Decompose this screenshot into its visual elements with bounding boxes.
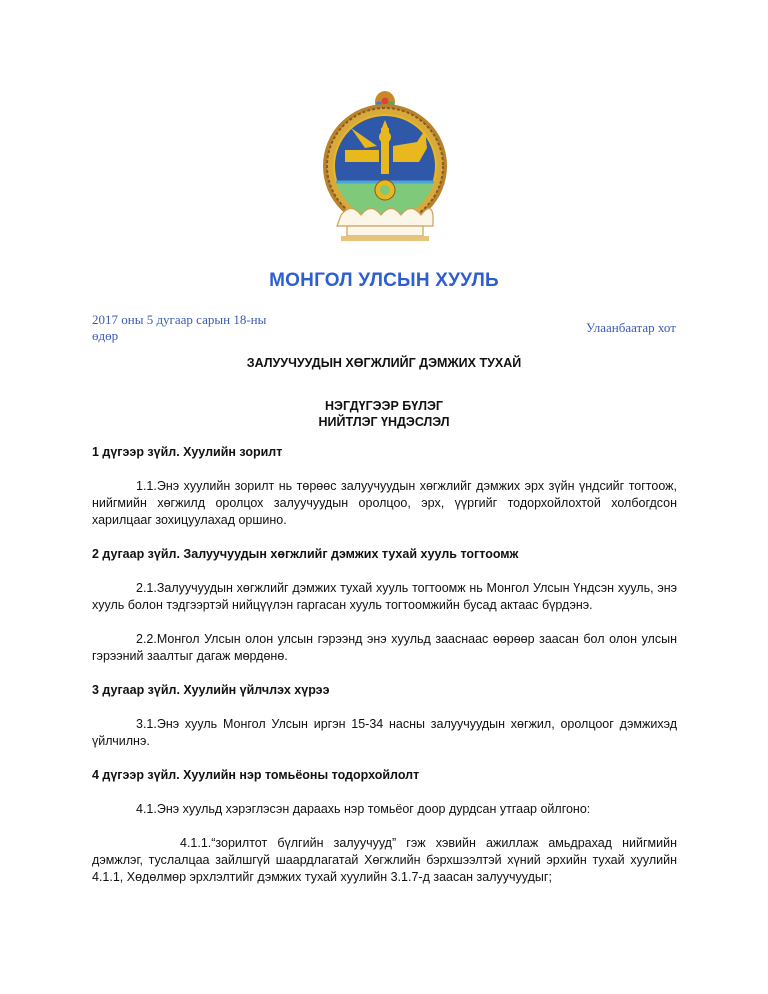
document-title: МОНГОЛ УЛСЫН ХУУЛЬ xyxy=(269,270,499,291)
document-body xyxy=(92,444,677,903)
article-1-heading: 1 дүгээр зүйл. Хуулийн зорилт xyxy=(92,445,283,459)
chapter-number: НЭГДҮГЭЭР БҮЛЭГ xyxy=(325,399,443,413)
enactment-date xyxy=(92,312,292,344)
paragraph-2-2: 2.2.Монгол Улсын олон улсын гэрээнд энэ хуульд зааснаас өөрөөр заасан бол олон улсын гэрээний заалтыг дагаж мөрдөнө. xyxy=(92,632,677,663)
article-4-heading: 4 дүгээр зүйл. Хуулийн нэр томьёоны тодорхойлолт xyxy=(92,768,420,782)
paragraph-4-1-1: 4.1.1.“зорилтот бүлгийн залуучууд” гэж хэвийн ажиллаж амьдрахад нийгмийн дэмжлэг, туслалцаа зайлшгүй шаардлагатай Хөгжлийн бэрхшээлтэй хүний эрхийн тухай хуулийн 4.1.1, Хөдөлмөр эрхлэлтийг дэмжих тухай хуулийн 3.1.7-д заасан залуучуудыг; xyxy=(92,836,677,884)
chapter-title: НИЙТЛЭГ ҮНДЭСЛЭЛ xyxy=(318,415,450,429)
article-3-heading: 3 дугаар зүйл. Хуулийн үйлчлэх хүрээ xyxy=(92,683,330,697)
date-line-1: 2017 оны 5 дугаар сарын 18-ны xyxy=(92,312,267,327)
chapter-heading xyxy=(0,398,768,430)
paragraph-2-1: 2.1.Залуучуудын хөгжлийг дэмжих тухай хууль тогтоомж нь Монгол Улсын Үндсэн хууль, энэ хууль болон тэдгээртэй нийцүүлэн гаргасан хууль тогтоомжийн бусад актаас бүрдэнэ. xyxy=(92,581,677,612)
mongolia-emblem-icon xyxy=(305,90,465,245)
law-name: ЗАЛУУЧУУДЫН ХӨГЖЛИЙГ ДЭМЖИХ ТУХАЙ xyxy=(246,356,522,370)
article-2-heading: 2 дугаар зүйл. Залуучуудын хөгжлийг дэмжих тухай хууль тогтоомж xyxy=(92,547,519,561)
paragraph-4-1: 4.1.Энэ хуульд хэрэглэсэн дараахь нэр томьёог доор дурдсан утгаар ойлгоно: xyxy=(136,802,591,816)
city-label: Улаанбаатар хот xyxy=(586,320,676,335)
paragraph-3-1: 3.1.Энэ хууль Монгол Улсын иргэн 15-34 насны залуучуудын хөгжил, оролцоог дэмжихэд үйлчилнэ. xyxy=(92,717,677,748)
date-line-2: өдөр xyxy=(92,328,119,343)
paragraph-1-1: 1.1.Энэ хуулийн зорилт нь төрөөс залуучуудын хөгжлийг дэмжих эрх зүйн үндсийг тогтоож, нийгмийн хөгжилд оролцох залуучуудын оролцоо, эрх, үүргийг тодорхойлохтой холбогдсон харилцааг зохицуулахад оршино. xyxy=(92,479,677,527)
state-emblem xyxy=(305,90,465,245)
